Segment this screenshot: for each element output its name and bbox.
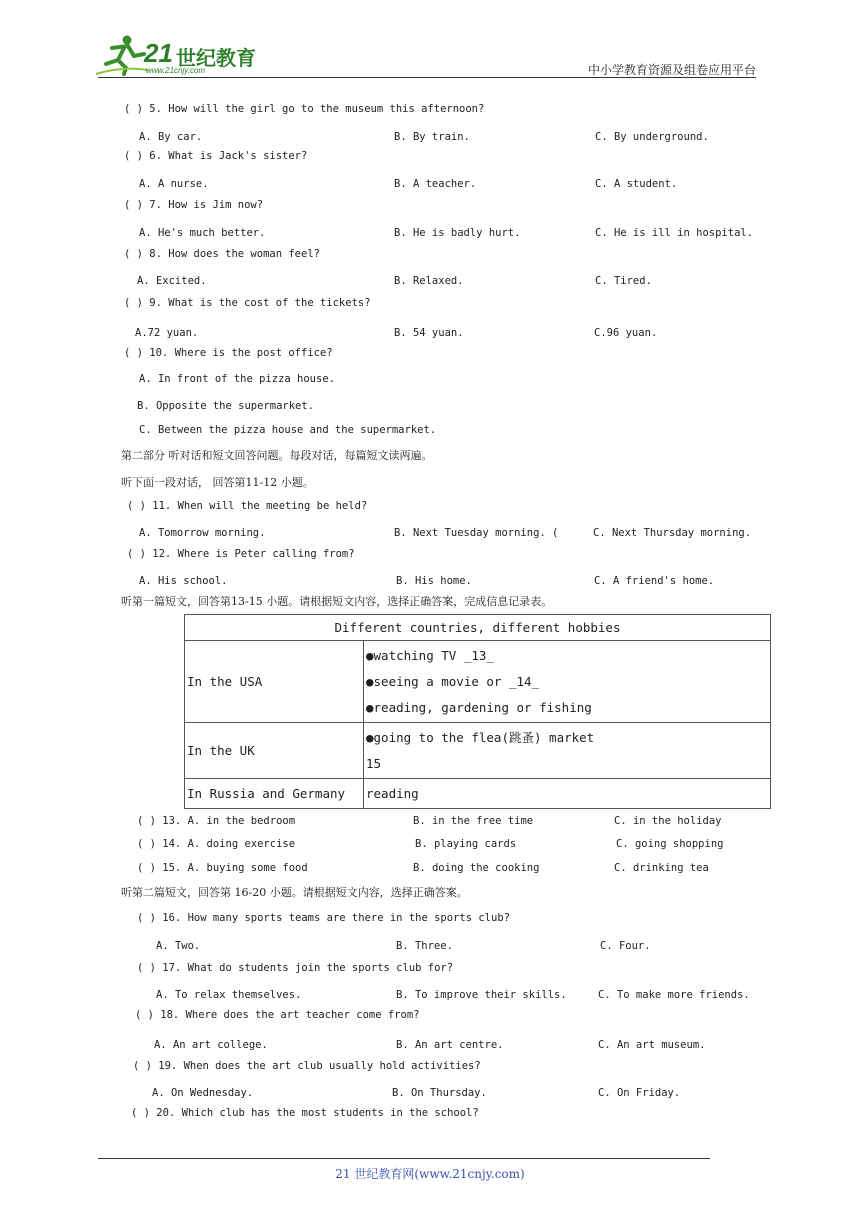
footer-text: 21 世纪教育网(www.21cnjy.com) <box>335 1167 525 1181</box>
option-a: A. In front of the pizza house. <box>139 373 335 385</box>
option-c: C. going shopping <box>616 838 724 850</box>
option-b: B. He is badly hurt. <box>394 227 521 239</box>
option-b: B. A teacher. <box>394 178 477 190</box>
option-c: C. Between the pizza house and the supermarket. <box>139 424 437 436</box>
question-text: ( ) 6. What is Jack's sister? <box>124 150 308 162</box>
option-c: C. Four. <box>600 940 651 952</box>
option-a: A. He's much better. <box>139 227 266 239</box>
option-a: A. Excited. <box>137 275 207 287</box>
option-a: A. A nurse. <box>139 178 209 190</box>
option-a: A. Tomorrow morning. <box>139 527 266 539</box>
option-b: B. playing cards <box>415 838 517 850</box>
question-text: ( ) 17. What do students join the sports club for? <box>137 962 454 974</box>
table-cell-country: In the UK <box>185 723 364 779</box>
table-item: ●seeing a movie or _14_ <box>366 673 540 689</box>
option-c: C. An art museum. <box>598 1039 706 1051</box>
option-a: A. By car. <box>139 131 203 143</box>
dialog-intro: 听下面一段对话， 回答第11-12 小题。 <box>121 476 314 489</box>
option-a: A. His school. <box>139 575 228 587</box>
table-title: Different countries, different hobbies <box>185 615 771 641</box>
question-text: ( ) 7. How is Jim now? <box>124 199 264 211</box>
question-text: ( ) 11. When will the meeting be held? <box>127 500 368 512</box>
question-text: ( ) 20. Which club has the most students in the school? <box>131 1107 479 1119</box>
option-b: B. Three. <box>396 940 453 952</box>
option-b: B. in the free time <box>413 815 534 827</box>
option-a: A.72 yuan. <box>135 327 199 339</box>
table-item: ●watching TV _13_ <box>366 647 494 663</box>
passage1-intro: 听第一篇短文，回答第13-15 小题。请根据短文内容，选择正确答案，完成信息记录表。 <box>121 595 553 608</box>
platform-title: 中小学教育资源及组卷应用平台 <box>587 63 756 77</box>
header-logo <box>94 34 264 76</box>
option-b: B. An art centre. <box>396 1039 504 1051</box>
runner-logo-icon <box>94 34 150 76</box>
question-text: ( ) 14. A. doing exercise <box>137 838 296 850</box>
table-cell-country: In the USA <box>185 641 364 723</box>
table-item: 15 <box>366 755 382 771</box>
question-text: ( ) 10. Where is the post office? <box>124 347 333 359</box>
option-a: A. To relax themselves. <box>156 989 302 1001</box>
option-b: B. Next Tuesday morning. ( <box>394 527 559 539</box>
question-text: ( ) 9. What is the cost of the tickets? <box>124 297 371 309</box>
option-c: C. On Friday. <box>598 1087 681 1099</box>
option-c: C.96 yuan. <box>594 327 658 339</box>
option-a: A. On Wednesday. <box>152 1087 254 1099</box>
option-b: B. To improve their skills. <box>396 989 567 1001</box>
table-item: ●reading, gardening or fishing <box>366 699 592 715</box>
option-c: C. A student. <box>595 178 678 190</box>
question-text: ( ) 18. Where does the art teacher come from? <box>135 1009 420 1021</box>
question-text: ( ) 19. When does the art club usually hold activities? <box>133 1060 481 1072</box>
option-b: B. On Thursday. <box>392 1087 487 1099</box>
question-text: ( ) 8. How does the woman feel? <box>124 248 320 260</box>
table-cell-country: In Russia and Germany <box>185 779 364 809</box>
option-c: C. in the holiday <box>614 815 722 827</box>
logo-url: www.21cnjy.com <box>146 66 205 75</box>
header-divider <box>98 77 756 78</box>
table-cell-items <box>364 641 771 723</box>
option-b: B. By train. <box>394 131 470 143</box>
option-c: C. Next Thursday morning. <box>593 527 752 539</box>
option-b: B. Opposite the supermarket. <box>137 400 315 412</box>
option-c: C. By underground. <box>595 131 709 143</box>
option-a: A. An art college. <box>154 1039 268 1051</box>
logo-cn: 世纪教育 <box>176 46 256 70</box>
question-text: ( ) 16. How many sports teams are there in the sports club? <box>137 912 510 924</box>
option-b: B. Relaxed. <box>394 275 464 287</box>
table-item: ●going to the flea(跳蚤) market <box>366 729 595 745</box>
question-text: ( ) 13. A. in the bedroom <box>137 815 296 827</box>
option-c: C. drinking tea <box>614 862 709 874</box>
logo-number: 21 <box>144 38 173 68</box>
option-b: B. 54 yuan. <box>394 327 464 339</box>
table-cell-items <box>364 723 771 779</box>
option-c: C. He is ill in hospital. <box>595 227 754 239</box>
question-text: ( ) 5. How will the girl go to the museum this afternoon? <box>124 103 485 115</box>
part2-title: 第二部分 听对话和短文回答问题。每段对话，每篇短文读两遍。 <box>121 449 433 462</box>
passage2-intro: 听第二篇短文，回答第 16-20 小题。请根据短文内容，选择正确答案。 <box>121 886 468 899</box>
option-b: B. doing the cooking <box>413 862 540 874</box>
option-c: C. To make more friends. <box>598 989 750 1001</box>
question-text: ( ) 12. Where is Peter calling from? <box>127 548 355 560</box>
option-c: C. A friend's home. <box>594 575 715 587</box>
question-text: ( ) 15. A. buying some food <box>137 862 308 874</box>
option-b: B. His home. <box>396 575 472 587</box>
footer-divider <box>98 1158 710 1159</box>
option-a: A. Two. <box>156 940 201 952</box>
table-cell-items: reading <box>364 779 771 809</box>
option-c: C. Tired. <box>595 275 652 287</box>
hobbies-table <box>184 614 771 809</box>
